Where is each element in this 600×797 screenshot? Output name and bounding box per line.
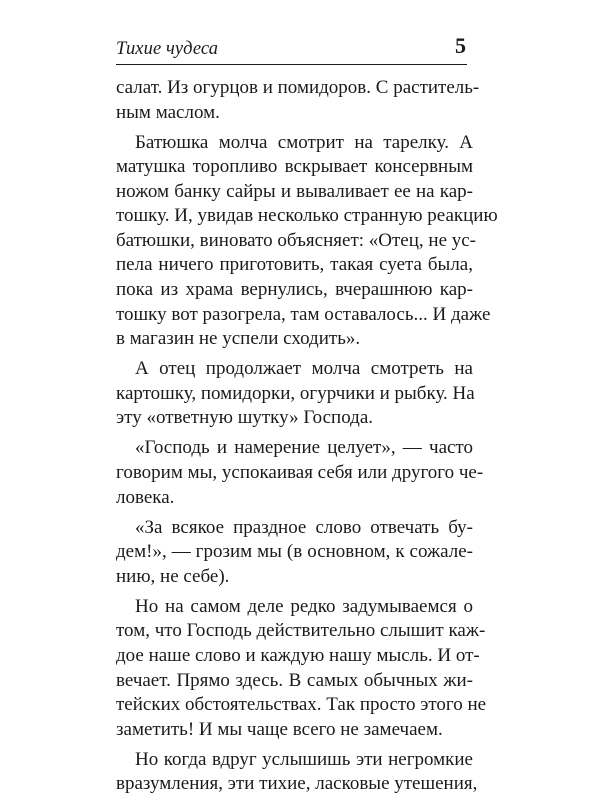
text-line: тошку вот разогрела, там оставалось... И даже <box>116 303 491 325</box>
text-line: А отец продолжает молча смотреть на <box>135 358 473 380</box>
text-line: пела ничего приготовить, такая суета была, <box>116 254 473 276</box>
header-rule <box>116 64 467 65</box>
text-line: вразумления, эти тихие, ласковые утешения, <box>116 773 478 795</box>
text-line: Но когда вдруг услышишь эти негромкие <box>135 748 473 770</box>
text-line: ножом банку сайры и вываливает ее на кар- <box>116 180 473 202</box>
text-line: Но на самом деле редко задумываемся о <box>135 595 473 617</box>
text-line: дое наше слово и каждую нашу мысль. И от- <box>116 645 480 666</box>
body-text <box>116 76 498 797</box>
text-line: говорим мы, успокаивая себя или другого че- <box>116 461 484 483</box>
text-line: матушка торопливо вскрывает консервным <box>116 156 473 178</box>
text-line: Батюшка молча смотрит на тарелку. А <box>135 131 473 153</box>
text-line: эту «ответную шутку» Господа. <box>116 407 374 429</box>
text-line: салат. Из огурцов и помидоров. С раститель- <box>116 77 480 98</box>
text-line: тошку. И, увидав несколько странную реакцию <box>116 205 498 227</box>
text-line: картошку, помидорки, огурчики и рыбку. На <box>116 382 475 404</box>
text-line: том, что Господь действительно слышит каж- <box>116 620 486 642</box>
page-number: 5 <box>455 33 466 58</box>
text-line: батюшки, виновато объясняет: «Отец, не ус- <box>116 229 477 251</box>
running-title: Тихие чудеса <box>116 39 219 59</box>
text-line: ным маслом. <box>116 101 220 123</box>
text-line: в магазин не успели сходить». <box>116 328 361 350</box>
text-line: тейских обстоятельствах. Так просто этого не <box>116 694 487 716</box>
text-line: ловека. <box>116 486 175 508</box>
text-line: заметить! И мы чаще всего не замечаем. <box>116 718 443 740</box>
text-line: нию, не себе). <box>116 565 230 587</box>
text-line: «Господь и намерение целует», — часто <box>135 437 473 459</box>
text-line: вечает. Прямо здесь. В самых обычных жи- <box>116 669 473 691</box>
text-line: «За всякое праздное слово отвечать бу- <box>135 516 473 538</box>
text-line: дем!», — грозим мы (в основном, к сожале- <box>116 541 473 563</box>
text-line: пока из храма вернулись, вчерашнюю кар- <box>116 278 473 300</box>
